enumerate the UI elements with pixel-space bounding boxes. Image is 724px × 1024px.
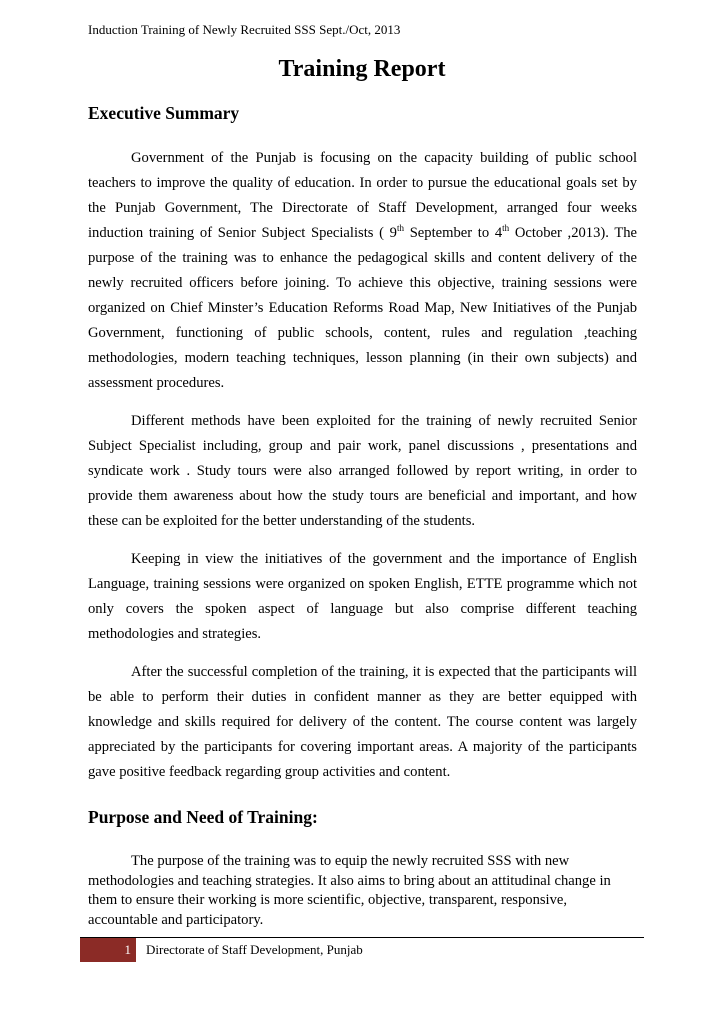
superscript: th: [396, 223, 404, 234]
footer-divider: [80, 937, 644, 938]
paragraph-executive-4: After the successful completion of the training, it is expected that the participants will be able to perform their duties in confident manner as they are better equipped with knowledge and skills required for delivery of the content. The course content was largely appreciated by the participants for covering important areas. A majority of the participants gave positive feedback regarding group activities and content.: [88, 664, 637, 780]
section-heading-purpose: Purpose and Need of Training:: [88, 807, 318, 827]
page-title: Training Report: [278, 56, 446, 82]
paragraph-executive-3: Keeping in view the initiatives of the government and the importance of English Language, training sessions were organized on spoken English, ETTE programme which not only covers the spoken aspect of language but also comprise different teaching methodologies and strategies.: [88, 551, 637, 642]
text-run: October ,2013). The purpose of the training was to enhance the pedagogical skills and content delivery of the newly recruited officers before joining. To achieve this objective, training sessions were organized on Chief Minster’s Education Reforms Road Map, New Initiatives of the Punjab Government, functioning of public schools, content, rules and regulation ,teaching methodologies, modern teaching techniques, lesson planning (in their own subjects) and assessment procedures.: [88, 225, 638, 391]
text-run: Government of the Punjab is focusing on the capacity building of public school teachers to improve the quality of education. In order to pursue the educational goals set by the Punjab Government, The Directorate of Staff Development, arranged four weeks induction training of Senior Subject Specialists ( 9: [88, 150, 637, 241]
footer-text: Directorate of Staff Development, Punjab: [146, 942, 363, 957]
text-run: September to 4: [404, 225, 503, 241]
section-heading-executive-summary: Executive Summary: [88, 103, 240, 123]
paragraph-executive-2: Different methods have been exploited for the training of newly recruited Senior Subject Specialist including, group and pair work, panel discussions , presentations and syndicate work . Study tours were also arranged followed by report writing, in order to provide them awareness about how the study tours are beneficial and important, and how these can be exploited for the better understanding of the students.: [88, 413, 637, 529]
page-number: 1: [80, 938, 136, 962]
paragraph-executive-1: [88, 146, 637, 396]
superscript: th: [502, 223, 510, 234]
paragraph-purpose-1: The purpose of the training was to equip the newly recruited SSS with new methodologies and teaching strategies. It also aims to bring about an attitudinal change in them to ensure their working is more scientific, objective, transparent, responsive, accountable and participatory.: [88, 853, 611, 928]
running-header: Induction Training of Newly Recruited SSS Sept./Oct, 2013: [88, 22, 401, 37]
